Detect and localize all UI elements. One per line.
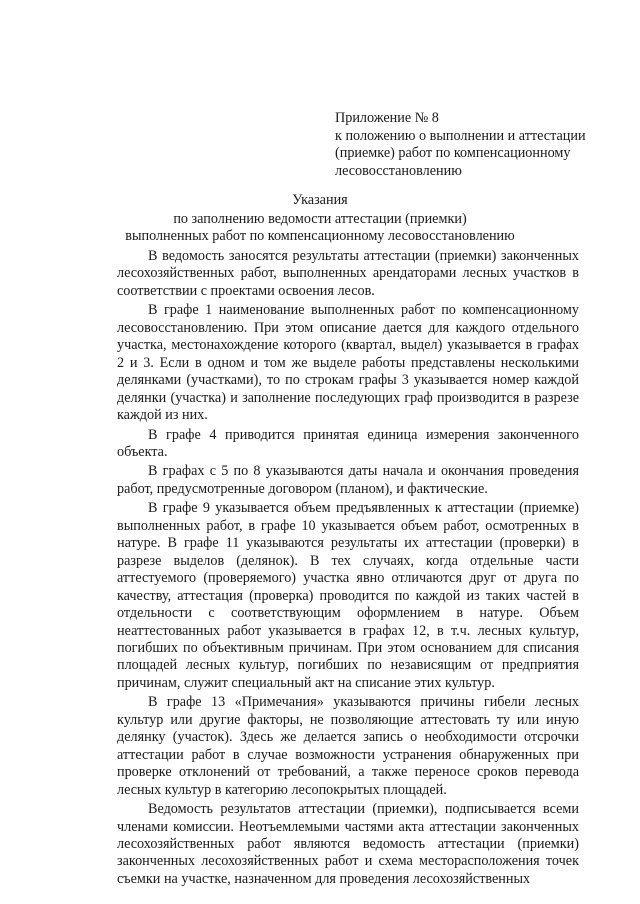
paragraph: В графе 9 указывается объем предъявленных к аттестации (приемке) выполненных работ, в графе 10 указывается объем работ, осмотренных в натуре. В графе 11 указываются результаты их аттестации (проверки) в разрезе выделов (делянок). В тех случаях, когда отдельные части аттестуемого (проверяемого) участка явно отличаются друг от друга по качеству, аттестация (проверка) проводится по каждой из таких частей в отдельности с соответствующим оформлением в натуре. Объем неаттестованных работ указывается в графах 12, в т.ч. лесных культур, погибших по объективным причинам. При этом основанием для списания площадей лесных культур, погибших по независящим от предприятия причинам, служит специальный акт на списание этих культур. — [117, 500, 579, 691]
appendix-number: Приложение № 8 — [335, 110, 439, 126]
paragraph: В ведомость заносятся результаты аттестации (приемки) законченных лесохозяйственных работ, выполненных арендаторами лесных участков в соответствии с проектами освоения лесов. — [117, 248, 579, 299]
paragraph: Ведомость результатов аттестации (приемки), подписывается всеми членами комиссии. Неотъемлемыми частями акта аттестации законченных лесохозяйственных работ являются ведомость аттестации (приемки) законченных лесохозяйственных работ и схема месторасположения точек съемки на участке, назначенном для проведения лесохозяйственных — [117, 801, 579, 887]
document-heading — [0, 192, 640, 246]
appendix-reference-line: (приемке) работ по компенсационному — [335, 145, 571, 161]
paragraph: В графе 4 приводится принятая единица измерения законченного объекта. — [117, 426, 579, 460]
document-body — [117, 248, 579, 889]
document-subtitle-line: по заполнению ведомости аттестации (приемки) — [173, 210, 467, 227]
appendix-header — [335, 110, 625, 180]
document-title: Указания — [292, 192, 348, 208]
paragraph: В графе 13 «Примечания» указываются причины гибели лесных культур или другие факторы, не позволяющие аттестовать ту или иную делянку (участок). Здесь же делается запись о необходимости отсрочки аттестации работ в случае возможности устранения обнаруженных при проверке отклонений от требований, а также переносе сроков перевода лесных культур в категорию лесопокрытых площадей. — [117, 694, 579, 798]
document-subtitle-line: выполненных работ по компенсационному лесовосстановлению — [125, 228, 515, 244]
appendix-reference-line: лесовосстановлению — [335, 162, 462, 179]
appendix-reference-line: к положению о выполнении и аттестации — [335, 127, 586, 144]
paragraph: В графе 1 наименование выполненных работ по компенсационному лесовосстановлению. При этом описание дается для каждого отдельного участка, местонахождение которого (квартал, выдел) указывается в графах 2 и 3. Если в одном и том же выделе работы представлены несколькими делянками (участками), то по строкам графы 3 указывается номер каждой делянки (участка) и заполнение последующих граф производится в разрезе каждой из них. — [117, 302, 579, 424]
paragraph: В графах с 5 по 8 указываются даты начала и окончания проведения работ, предусмотренные договором (планом), и фактические. — [117, 463, 579, 497]
